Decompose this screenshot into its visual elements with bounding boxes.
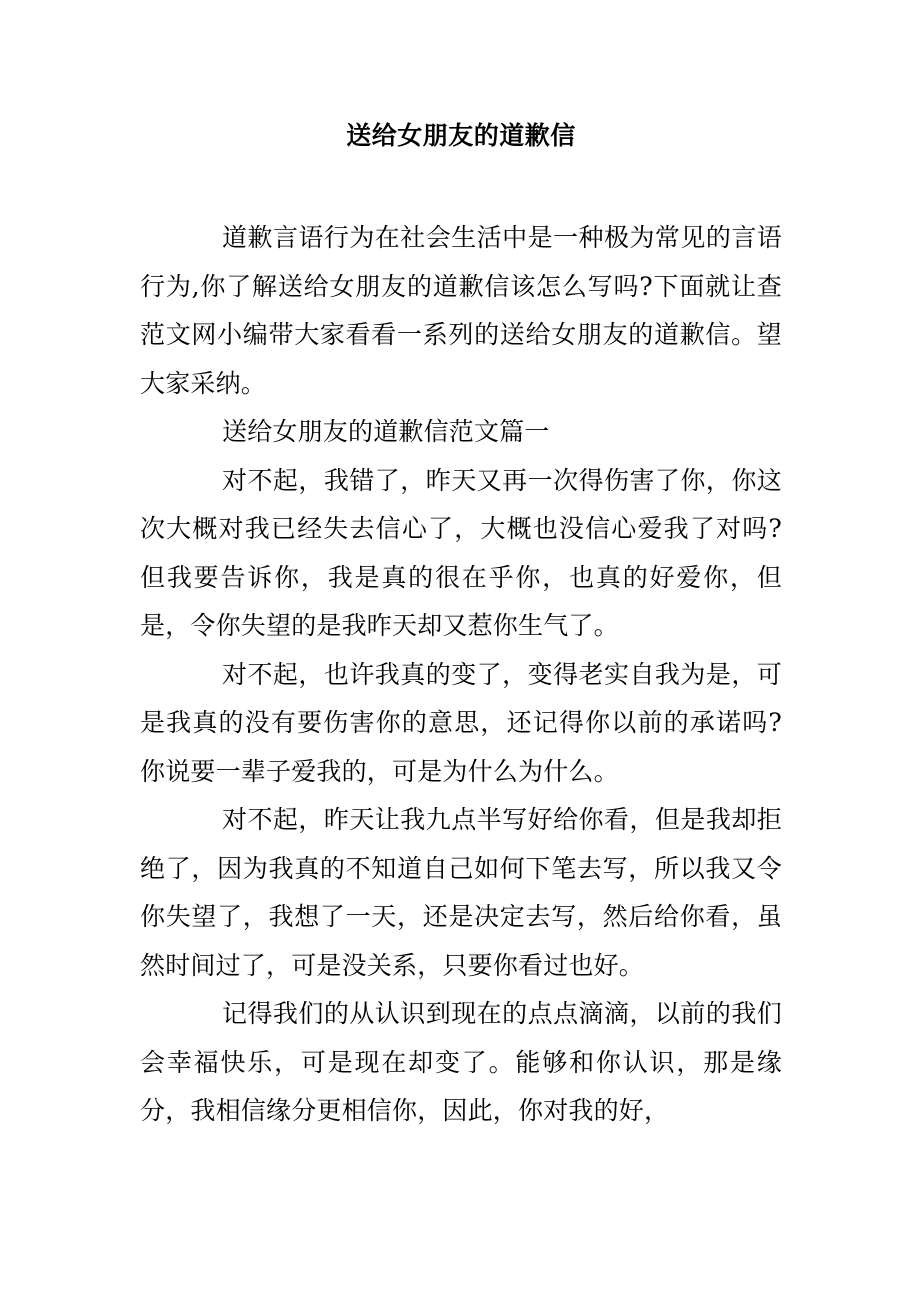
body-paragraph-2: 对不起，也许我真的变了，变得老实自我为是，可是我真的没有要伤害你的意思，还记得你以前的承诺吗?你说要一辈子爱我的，可是为什么为什么。: [140, 659, 782, 786]
intro-paragraph: 道歉言语行为在社会生活中是一种极为常见的言语行为,你了解送给女朋友的道歉信该怎么写吗?下面就让查范文网小编带大家看看一系列的送给女朋友的道歉信。望大家采纳。: [140, 223, 782, 398]
document-page: [140, 114, 782, 1136]
document-title: 送给女朋友的道歉信: [346, 121, 576, 150]
body-paragraph-4: 记得我们的从认识到现在的点点滴滴，以前的我们会幸福快乐，可是现在却变了。能够和你认识，那是缘分，我相信缘分更相信你，因此，你对我的好，: [140, 999, 782, 1125]
body-paragraph-1: 对不起，我错了，昨天又再一次得伤害了你，你这次大概对我已经失去信心了，大概也没信心爱我了对吗?但我要告诉你，我是真的很在乎你，也真的好爱你，但是，令你失望的是我昨天却又惹你生气了。: [140, 465, 782, 640]
section-heading: 送给女朋友的道歉信范文篇一: [222, 417, 550, 446]
body-paragraph-3: 对不起，昨天让我九点半写好给你看，但是我却拒绝了，因为我真的不知道自己如何下笔去写，所以我又令你失望了，我想了一天，还是决定去写，然后给你看，虽然时间过了，可是没关系，只要你看过也好。: [140, 805, 782, 980]
